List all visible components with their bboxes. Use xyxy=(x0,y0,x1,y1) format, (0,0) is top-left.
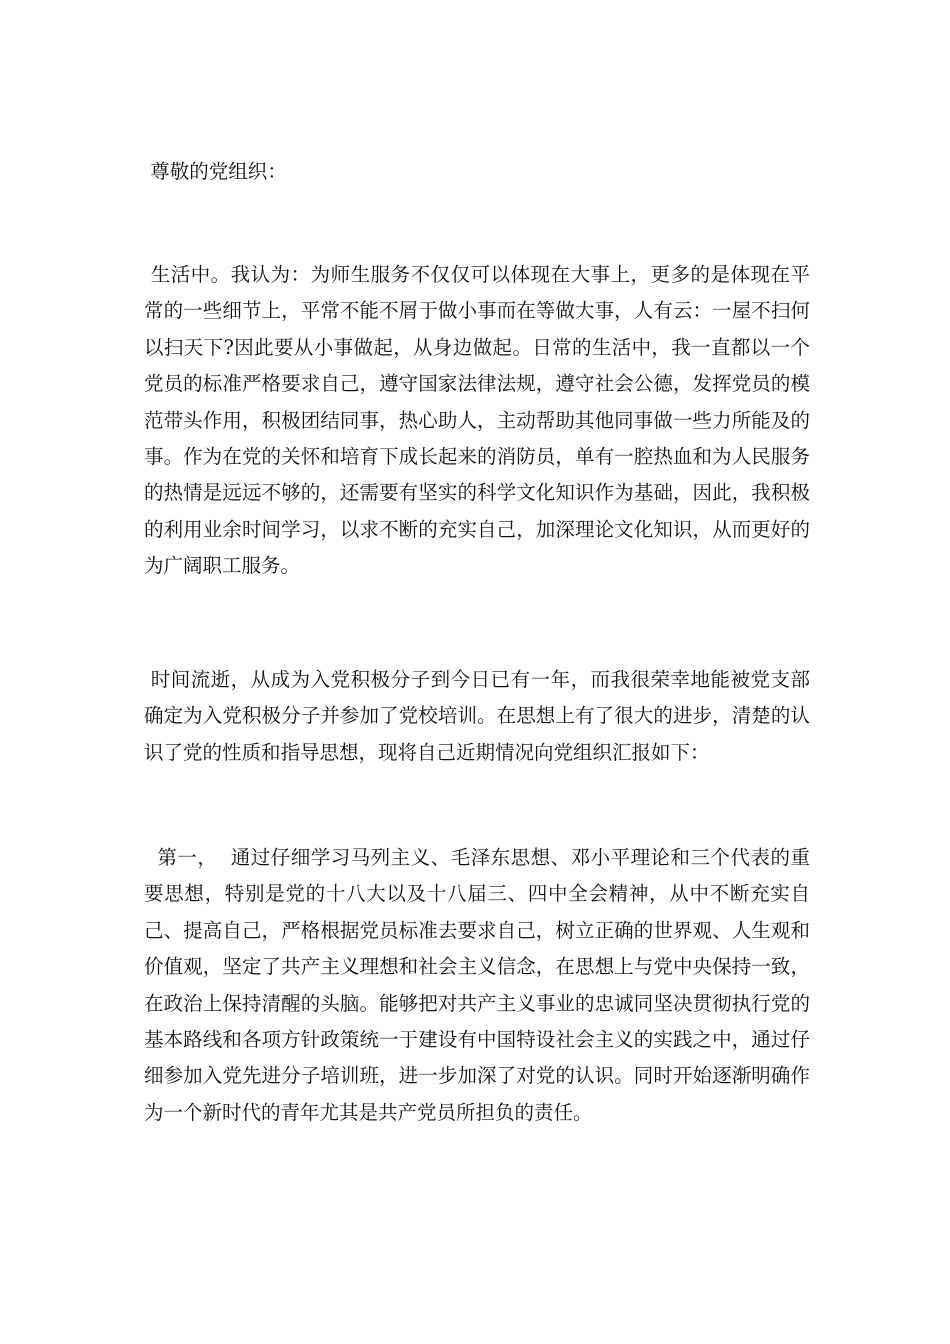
paragraph-progress: 时间流逝，从成为入党积极分子到今日已有一年，而我很荣幸地能被党支部确定为入党积极分子并参加了党校培训。在思想上有了很大的进步，清楚的认识了党的性质和指导思想，现将自己近期情况向党组织汇报如下： xyxy=(144,668,810,764)
paragraph-first-point: 第一， 通过仔细学习马列主义、毛泽东思想、邓小平理论和三个代表的重要思想，特别是党的十八大以及十八届三、四中全会精神，从中不断充实自己、提高自己，严格根据党员标准去要求自己，树立正确的世界观、人生观和价值观，坚定了共产主义理想和社会主义信念，在思想上与党中央保持一致，在政治上保持清醒的头脑。能够把对共产主义事业的忠诚同坚决贯彻执行党的基本路线和各项方针政策统一于建设有中国特设社会主义的实践之中，通过仔细参加入党先进分子培训班，进一步加深了对党的认识。同时开始逐渐明确作为一个新时代的青年尤其是共产党员所担负的责任。 xyxy=(144,846,810,1124)
paragraph-service: 生活中。我认为：为师生服务不仅仅可以体现在大事上，更多的是体现在平常的一些细节上，平常不能不屑于做小事而在等做大事，人有云：一屋不扫何以扫天下?因此要从小事做起，从身边做起。日常的生活中，我一直都以一个党员的标准严格要求自己，遵守国家法律法规，遵守社会公德，发挥党员的模范带头作用，积极团结同事，热心助人，主动帮助其他同事做一些力所能及的事。作为在党的关怀和培育下成长起来的消防员，单有一腔热血和为人民服务的热情是远远不够的，还需要有坚实的科学文化知识作为基础，因此，我积极的利用业余时间学习，以求不断的充实自己，加深理论文化知识，从而更好的为广阔职工服务。 xyxy=(144,263,810,578)
greeting: 尊敬的党组织： xyxy=(144,160,287,183)
